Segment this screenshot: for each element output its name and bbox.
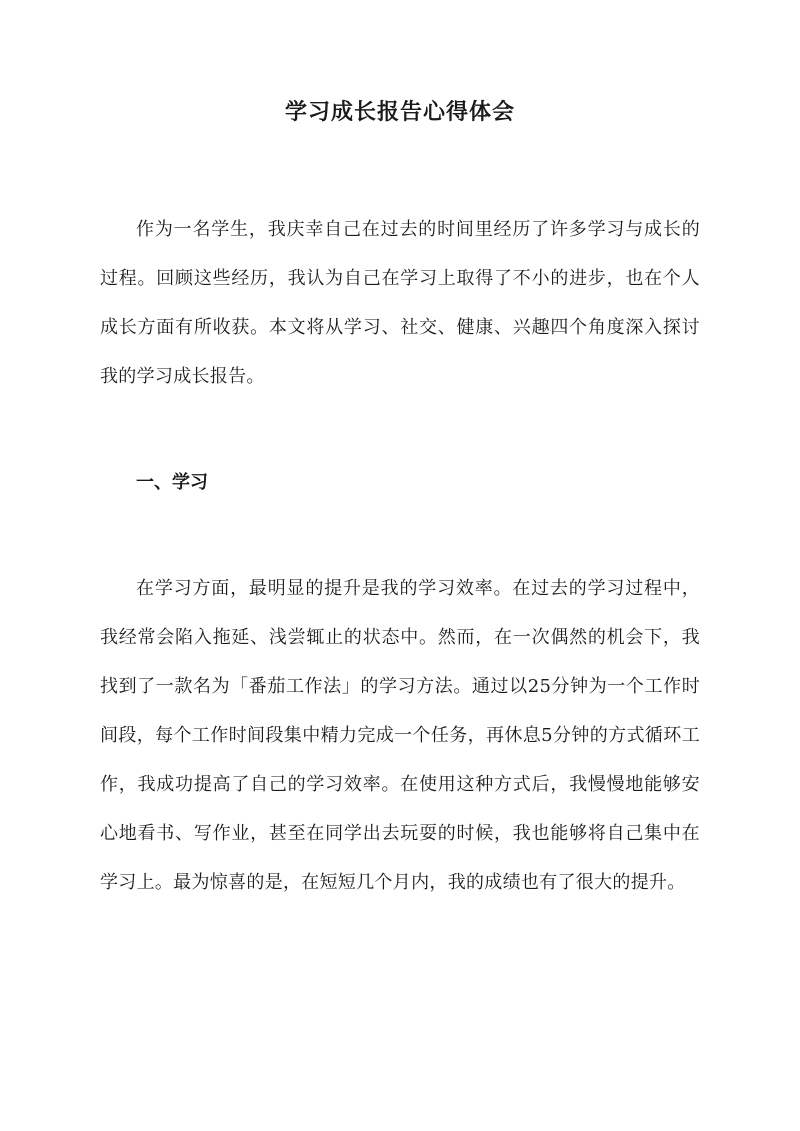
document-title: 学习成长报告心得体会 [284, 99, 515, 125]
intro-paragraph: 作为一名学生，我庆幸自己在过去的时间里经历了许多学习与成长的过程。回顾这些经历，我认为自己在学习上取得了不小的进步，也在个人成长方面有所收获。本文将从学习、社交、健康、兴趣四个角度深入探讨我的学习成长报告。 [100, 219, 700, 387]
section-heading: 一、学习 [136, 472, 208, 493]
section-paragraph: 在学习方面，最明显的提升是我的学习效率。在过去的学习过程中，我经常会陷入拖延、浅尝辄止的状态中。然而，在一次偶然的机会下，我找到了一款名为「番茄工作法」的学习方法。通过以25分钟为一个工作时间段，每个工作时间段集中精力完成一个任务，再休息5分钟的方式循环工作，我成功提高了自己的学习效率。在使用这种方式后，我慢慢地能够安心地看书、写作业，甚至在同学出去玩耍的时候，我也能够将自己集中在学习上。最为惊喜的是，在短短几个月内，我的成绩也有了很大的提升。 [100, 578, 700, 893]
